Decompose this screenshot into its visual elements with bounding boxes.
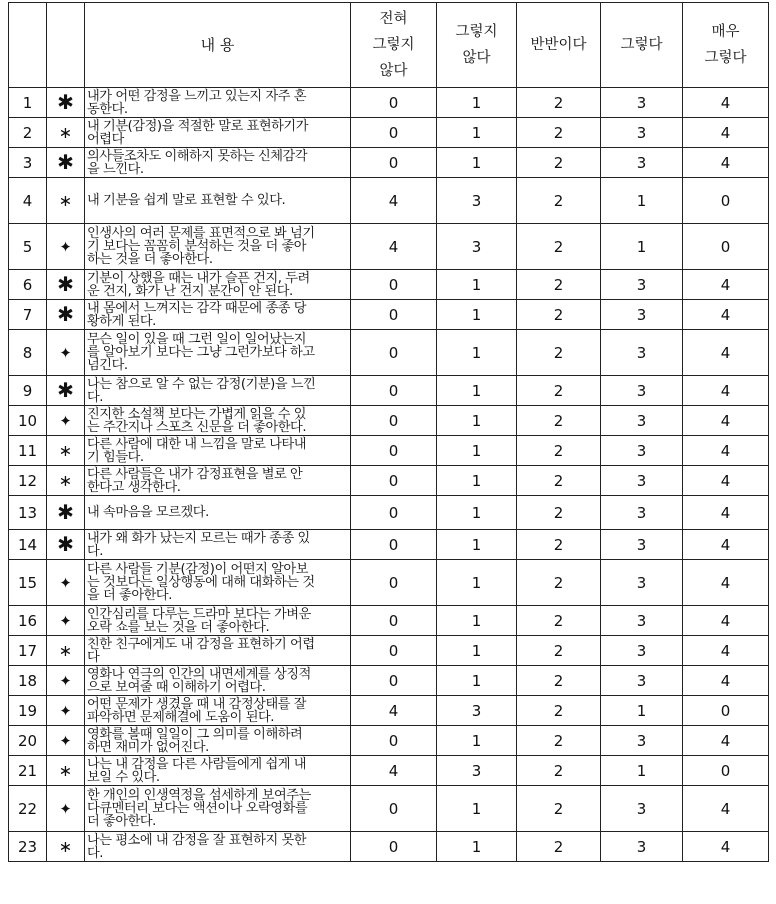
row-number: 2 — [9, 118, 47, 148]
row-number: 19 — [9, 696, 47, 726]
score-cell: 2 — [517, 666, 601, 696]
statement-line: 나는 참으로 알 수 없는 감정(기분)을 느낀 — [87, 376, 316, 392]
table-row — [9, 696, 769, 726]
row-number: 20 — [9, 726, 47, 756]
diamond-icon: ✦ — [59, 799, 72, 818]
asterisk-icon: ∗ — [58, 441, 73, 460]
table-row — [9, 376, 769, 406]
table-row — [9, 666, 769, 696]
score-cell: 0 — [351, 376, 437, 406]
statement-cell — [85, 786, 351, 832]
row-symbol-cell — [47, 832, 85, 862]
score-cell: 1 — [437, 300, 517, 330]
row-number: 16 — [9, 606, 47, 636]
statement-line: 나는 평소에 내 감정을 잘 표현하지 못한 — [87, 832, 307, 848]
table-row — [9, 832, 769, 862]
score-cell: 2 — [517, 636, 601, 666]
row-symbol-cell — [47, 330, 85, 376]
asterisk-icon: ✱ — [57, 532, 74, 556]
score-cell: 2 — [517, 270, 601, 300]
score-cell: 1 — [437, 726, 517, 756]
statement-cell — [85, 376, 351, 406]
statement-line: 인간심리를 다루는 드라마 보다는 가벼운 — [87, 606, 311, 622]
statement-line: 인생사의 여러 문제를 표면적으로 봐 넘기 — [87, 226, 315, 241]
row-symbol-cell — [47, 466, 85, 496]
statement-cell — [85, 406, 351, 436]
score-cell: 3 — [601, 466, 683, 496]
row-symbol-cell — [47, 148, 85, 178]
statement-cell — [85, 88, 351, 118]
statement-line: 다른 사람에 대한 내 느낌을 말로 나타내 — [87, 436, 307, 452]
asterisk-icon: ✱ — [57, 150, 74, 174]
scale-line: 그렇다 — [620, 37, 663, 53]
score-cell: 2 — [517, 224, 601, 270]
score-cell: 2 — [517, 406, 601, 436]
statement-cell — [85, 530, 351, 560]
score-cell: 2 — [517, 606, 601, 636]
statement-line: 다큐멘터리 보다는 액션이나 오락영화를 — [87, 801, 308, 816]
table-row — [9, 118, 769, 148]
score-cell: 3 — [437, 224, 517, 270]
score-cell: 4 — [683, 88, 769, 118]
score-cell: 0 — [351, 496, 437, 530]
score-cell: 2 — [517, 300, 601, 330]
statement-line: 넘긴다. — [87, 358, 128, 373]
score-cell: 1 — [437, 560, 517, 606]
table-row — [9, 726, 769, 756]
table-row — [9, 406, 769, 436]
score-cell: 1 — [437, 786, 517, 832]
asterisk-icon: ✱ — [57, 272, 74, 296]
score-cell: 3 — [601, 496, 683, 530]
row-number: 15 — [9, 560, 47, 606]
score-cell: 1 — [437, 666, 517, 696]
statement-line: 내 속마음을 모르겠다. — [87, 505, 209, 520]
table-row — [9, 786, 769, 832]
asterisk-icon: ✱ — [57, 500, 74, 524]
statement-cell — [85, 148, 351, 178]
statement-line: 보일 수 있다. — [87, 769, 160, 785]
statement-line: 친한 친구에게도 내 감정을 표현하기 어렵 — [87, 636, 315, 652]
score-cell: 4 — [683, 560, 769, 606]
statement-line: 한 개인의 인생역정을 섬세하게 보여주는 — [87, 788, 311, 803]
row-symbol-cell — [47, 560, 85, 606]
asterisk-icon: ∗ — [58, 641, 73, 660]
score-cell: 0 — [351, 726, 437, 756]
score-cell: 0 — [351, 270, 437, 300]
score-cell: 1 — [601, 696, 683, 726]
table-row — [9, 178, 769, 224]
table-row — [9, 300, 769, 330]
statement-line: 다. — [87, 389, 104, 405]
score-cell: 4 — [683, 330, 769, 376]
statement-line: 어렵다 — [87, 131, 124, 147]
score-cell: 2 — [517, 436, 601, 466]
statement-line: 는 주간지나 스포츠 신문을 더 좋아한다. — [87, 419, 307, 435]
score-cell: 2 — [517, 496, 601, 530]
score-cell: 3 — [601, 530, 683, 560]
score-cell: 4 — [683, 148, 769, 178]
statement-line: 더 좋아한다. — [87, 814, 156, 829]
statement-cell — [85, 300, 351, 330]
diamond-icon: ✦ — [59, 731, 72, 750]
table-row — [9, 330, 769, 376]
statement-cell — [85, 666, 351, 696]
scale-line: 매우 — [711, 24, 740, 40]
score-cell: 0 — [351, 330, 437, 376]
table-row — [9, 88, 769, 118]
row-symbol-cell — [47, 530, 85, 560]
scale-line: 않다 — [379, 63, 408, 79]
score-cell: 2 — [517, 530, 601, 560]
score-cell: 2 — [517, 756, 601, 786]
statement-line: 내가 왜 화가 났는지 모르는 때가 종종 있 — [87, 530, 310, 546]
header-scale-3 — [601, 3, 683, 88]
score-cell: 1 — [437, 376, 517, 406]
row-symbol-cell — [47, 376, 85, 406]
row-symbol-cell — [47, 606, 85, 636]
statement-cell — [85, 270, 351, 300]
statement-cell — [85, 726, 351, 756]
statement-line: 다른 사람들은 내가 감정표현을 별로 안 — [87, 466, 303, 482]
table-row — [9, 466, 769, 496]
statement-line: 다. — [87, 845, 104, 861]
score-cell: 2 — [517, 466, 601, 496]
score-cell: 3 — [601, 436, 683, 466]
asterisk-icon: ∗ — [58, 837, 73, 856]
asterisk-icon: ∗ — [58, 471, 73, 490]
statement-line: 어떤 문제가 생겼을 때 내 감정상태를 잘 — [87, 696, 307, 712]
scale-line: 않다 — [462, 50, 491, 66]
statement-line: 황하게 된다. — [87, 313, 156, 329]
statement-cell — [85, 832, 351, 862]
statement-line: 다. — [87, 543, 104, 559]
score-cell: 1 — [437, 88, 517, 118]
row-number: 18 — [9, 666, 47, 696]
score-cell: 4 — [351, 696, 437, 726]
score-cell: 0 — [351, 832, 437, 862]
score-cell: 1 — [437, 148, 517, 178]
score-cell: 2 — [517, 330, 601, 376]
score-cell: 0 — [351, 88, 437, 118]
statement-cell — [85, 178, 351, 224]
statement-line: 다른 사람들 기분(감정)이 어떤지 알아보 — [87, 562, 308, 577]
statement-line: 내가 어떤 감정을 느끼고 있는지 자주 혼 — [87, 88, 307, 104]
statement-cell — [85, 756, 351, 786]
statement-cell — [85, 636, 351, 666]
scale-line: 전혀 — [379, 11, 408, 27]
score-cell: 3 — [437, 696, 517, 726]
score-cell: 4 — [683, 530, 769, 560]
score-cell: 3 — [601, 606, 683, 636]
row-number: 21 — [9, 756, 47, 786]
row-symbol-cell — [47, 696, 85, 726]
row-number: 11 — [9, 436, 47, 466]
row-number: 7 — [9, 300, 47, 330]
row-number: 13 — [9, 496, 47, 530]
score-cell: 3 — [601, 406, 683, 436]
table-row — [9, 224, 769, 270]
row-number: 5 — [9, 224, 47, 270]
score-cell: 2 — [517, 118, 601, 148]
score-cell: 3 — [437, 756, 517, 786]
statement-line: 으로 보여줄 때 이해하기 어렵다. — [87, 679, 266, 695]
row-number: 14 — [9, 530, 47, 560]
statement-line: 하면 재미가 없어진다. — [87, 739, 209, 755]
score-cell: 0 — [351, 636, 437, 666]
statement-line: 하는 것을 더 좋아한다. — [87, 252, 213, 267]
score-cell: 2 — [517, 88, 601, 118]
score-cell: 3 — [601, 560, 683, 606]
score-cell: 4 — [683, 786, 769, 832]
score-cell: 2 — [517, 560, 601, 606]
row-number: 4 — [9, 178, 47, 224]
score-cell: 1 — [437, 832, 517, 862]
statement-line: 을 더 좋아한다. — [87, 588, 172, 603]
row-number: 10 — [9, 406, 47, 436]
header-scale-1 — [437, 3, 517, 88]
statement-line: 동한다. — [87, 101, 128, 117]
score-cell: 0 — [683, 178, 769, 224]
asterisk-icon: ✱ — [57, 90, 74, 114]
row-number: 22 — [9, 786, 47, 832]
table-row — [9, 270, 769, 300]
score-cell: 0 — [351, 560, 437, 606]
score-cell: 1 — [437, 270, 517, 300]
score-cell: 3 — [601, 88, 683, 118]
score-cell: 0 — [351, 406, 437, 436]
statement-line: 내 기분을 쉽게 말로 표현할 수 있다. — [87, 193, 286, 208]
statement-line: 내 기분(감정)을 적절한 말로 표현하기가 — [87, 118, 308, 134]
scale-line: 그렇지 — [372, 37, 415, 53]
score-cell: 2 — [517, 696, 601, 726]
statement-cell — [85, 696, 351, 726]
header-symbol — [47, 3, 85, 88]
statement-cell — [85, 466, 351, 496]
header-scale-4 — [683, 3, 769, 88]
row-symbol-cell — [47, 666, 85, 696]
scale-line: 그렇지 — [455, 24, 498, 40]
score-cell: 2 — [517, 832, 601, 862]
score-cell: 0 — [351, 436, 437, 466]
asterisk-icon: ∗ — [58, 191, 73, 210]
statement-cell — [85, 118, 351, 148]
score-cell: 1 — [437, 436, 517, 466]
table-row — [9, 636, 769, 666]
score-cell: 3 — [601, 148, 683, 178]
table-row — [9, 148, 769, 178]
score-cell: 1 — [437, 496, 517, 530]
asterisk-icon: ∗ — [58, 123, 73, 142]
score-cell: 2 — [517, 148, 601, 178]
score-cell: 0 — [683, 224, 769, 270]
score-cell: 1 — [437, 636, 517, 666]
diamond-icon: ✦ — [59, 611, 72, 630]
statement-cell — [85, 560, 351, 606]
row-number: 17 — [9, 636, 47, 666]
statement-cell — [85, 606, 351, 636]
score-cell: 4 — [683, 832, 769, 862]
statement-cell — [85, 496, 351, 530]
header-row — [9, 3, 769, 88]
statement-line: 다 — [87, 649, 100, 665]
score-cell: 0 — [351, 606, 437, 636]
score-cell: 4 — [683, 636, 769, 666]
score-cell: 3 — [601, 330, 683, 376]
score-cell: 4 — [351, 224, 437, 270]
row-number: 1 — [9, 88, 47, 118]
score-cell: 0 — [351, 148, 437, 178]
survey-table — [8, 2, 769, 862]
diamond-icon: ✦ — [59, 701, 72, 720]
statement-line: 무슨 일이 있을 때 그런 일이 일어났는지 — [87, 332, 307, 347]
score-cell: 0 — [683, 696, 769, 726]
statement-line: 영화를 볼때 일일이 그 의미를 이해하려 — [87, 726, 303, 742]
score-cell: 2 — [517, 786, 601, 832]
score-cell: 2 — [517, 726, 601, 756]
asterisk-icon: ✱ — [57, 378, 74, 402]
row-symbol-cell — [47, 726, 85, 756]
score-cell: 0 — [351, 466, 437, 496]
statement-line: 파악하면 문제해결에 도움이 된다. — [87, 709, 275, 725]
score-cell: 0 — [351, 300, 437, 330]
statement-cell — [85, 330, 351, 376]
score-cell: 4 — [683, 406, 769, 436]
row-number: 9 — [9, 376, 47, 406]
score-cell: 3 — [601, 666, 683, 696]
score-cell: 3 — [437, 178, 517, 224]
table-row — [9, 530, 769, 560]
statement-line: 을 느낀다. — [87, 161, 144, 177]
score-cell: 0 — [351, 118, 437, 148]
score-cell: 4 — [683, 118, 769, 148]
header-content: 내 용 — [85, 3, 351, 88]
asterisk-icon: ✱ — [57, 302, 74, 326]
score-cell: 2 — [517, 178, 601, 224]
diamond-icon: ✦ — [59, 237, 72, 256]
statement-line: 기 보다는 꼼꼼히 분석하는 것을 더 좋아 — [87, 239, 307, 254]
score-cell: 4 — [683, 436, 769, 466]
scale-line: 반반이다 — [530, 37, 587, 53]
statement-line: 나는 내 감정을 다른 사람들에게 쉽게 내 — [87, 756, 307, 772]
statement-line: 기 힘들다. — [87, 449, 144, 465]
table-row — [9, 756, 769, 786]
statement-line: 오락 쇼를 보는 것을 더 좋아한다. — [87, 619, 270, 635]
score-cell: 4 — [683, 300, 769, 330]
statement-line: 영화나 연극의 인간의 내면세계를 상징적 — [87, 666, 311, 682]
statement-line: 진지한 소설책 보다는 가볍게 읽을 수 있 — [87, 406, 307, 422]
table-row — [9, 560, 769, 606]
table-row — [9, 496, 769, 530]
score-cell: 0 — [351, 530, 437, 560]
row-symbol-cell — [47, 224, 85, 270]
score-cell: 1 — [601, 756, 683, 786]
row-number: 6 — [9, 270, 47, 300]
statement-line: 내 몸에서 느껴지는 감각 때문에 종종 당 — [87, 300, 307, 316]
score-cell: 3 — [601, 636, 683, 666]
statement-line: 는 것보다는 일상행동에 대해 대화하는 것 — [87, 575, 315, 590]
row-number: 8 — [9, 330, 47, 376]
row-symbol-cell — [47, 436, 85, 466]
score-cell: 1 — [601, 178, 683, 224]
diamond-icon: ✦ — [59, 411, 72, 430]
score-cell: 1 — [437, 118, 517, 148]
score-cell: 4 — [683, 726, 769, 756]
row-number: 23 — [9, 832, 47, 862]
row-symbol-cell — [47, 270, 85, 300]
table-row — [9, 436, 769, 466]
statement-cell — [85, 224, 351, 270]
statement-line: 기분이 상했을 때는 내가 슬픈 건지, 두려 — [87, 270, 310, 286]
score-cell: 3 — [601, 726, 683, 756]
row-number: 12 — [9, 466, 47, 496]
score-cell: 4 — [683, 466, 769, 496]
scale-line: 그렇다 — [704, 50, 747, 66]
table-row — [9, 606, 769, 636]
score-cell: 3 — [601, 118, 683, 148]
score-cell: 3 — [601, 832, 683, 862]
score-cell: 2 — [517, 376, 601, 406]
row-symbol-cell — [47, 406, 85, 436]
statement-line: 를 알아보기 보다는 그냥 그런가보다 하고 — [87, 345, 315, 360]
score-cell: 1 — [437, 466, 517, 496]
asterisk-icon: ∗ — [58, 761, 73, 780]
score-cell: 0 — [683, 756, 769, 786]
statement-line: 의사들조차도 이해하지 못하는 신체감각 — [87, 148, 308, 164]
score-cell: 1 — [437, 330, 517, 376]
row-symbol-cell — [47, 88, 85, 118]
score-cell: 4 — [683, 496, 769, 530]
score-cell: 1 — [437, 406, 517, 436]
header-scale-0 — [351, 3, 437, 88]
score-cell: 4 — [683, 376, 769, 406]
score-cell: 4 — [351, 756, 437, 786]
survey-rows — [9, 88, 769, 862]
row-symbol-cell — [47, 178, 85, 224]
row-symbol-cell — [47, 300, 85, 330]
row-symbol-cell — [47, 786, 85, 832]
row-symbol-cell — [47, 496, 85, 530]
score-cell: 4 — [683, 606, 769, 636]
statement-cell — [85, 436, 351, 466]
statement-line: 운 건지, 화가 난 건지 분간이 안 된다. — [87, 283, 293, 299]
score-cell: 0 — [351, 786, 437, 832]
diamond-icon: ✦ — [59, 573, 72, 592]
row-symbol-cell — [47, 636, 85, 666]
score-cell: 1 — [437, 606, 517, 636]
score-cell: 0 — [351, 666, 437, 696]
score-cell: 1 — [601, 224, 683, 270]
header-no — [9, 3, 47, 88]
diamond-icon: ✦ — [59, 343, 72, 362]
score-cell: 3 — [601, 376, 683, 406]
row-number: 3 — [9, 148, 47, 178]
score-cell: 4 — [351, 178, 437, 224]
row-symbol-cell — [47, 118, 85, 148]
score-cell: 3 — [601, 300, 683, 330]
score-cell: 4 — [683, 666, 769, 696]
diamond-icon: ✦ — [59, 671, 72, 690]
statement-line: 한다고 생각한다. — [87, 479, 181, 495]
header-scale-2 — [517, 3, 601, 88]
row-symbol-cell — [47, 756, 85, 786]
score-cell: 1 — [437, 530, 517, 560]
score-cell: 3 — [601, 786, 683, 832]
score-cell: 3 — [601, 270, 683, 300]
score-cell: 4 — [683, 270, 769, 300]
